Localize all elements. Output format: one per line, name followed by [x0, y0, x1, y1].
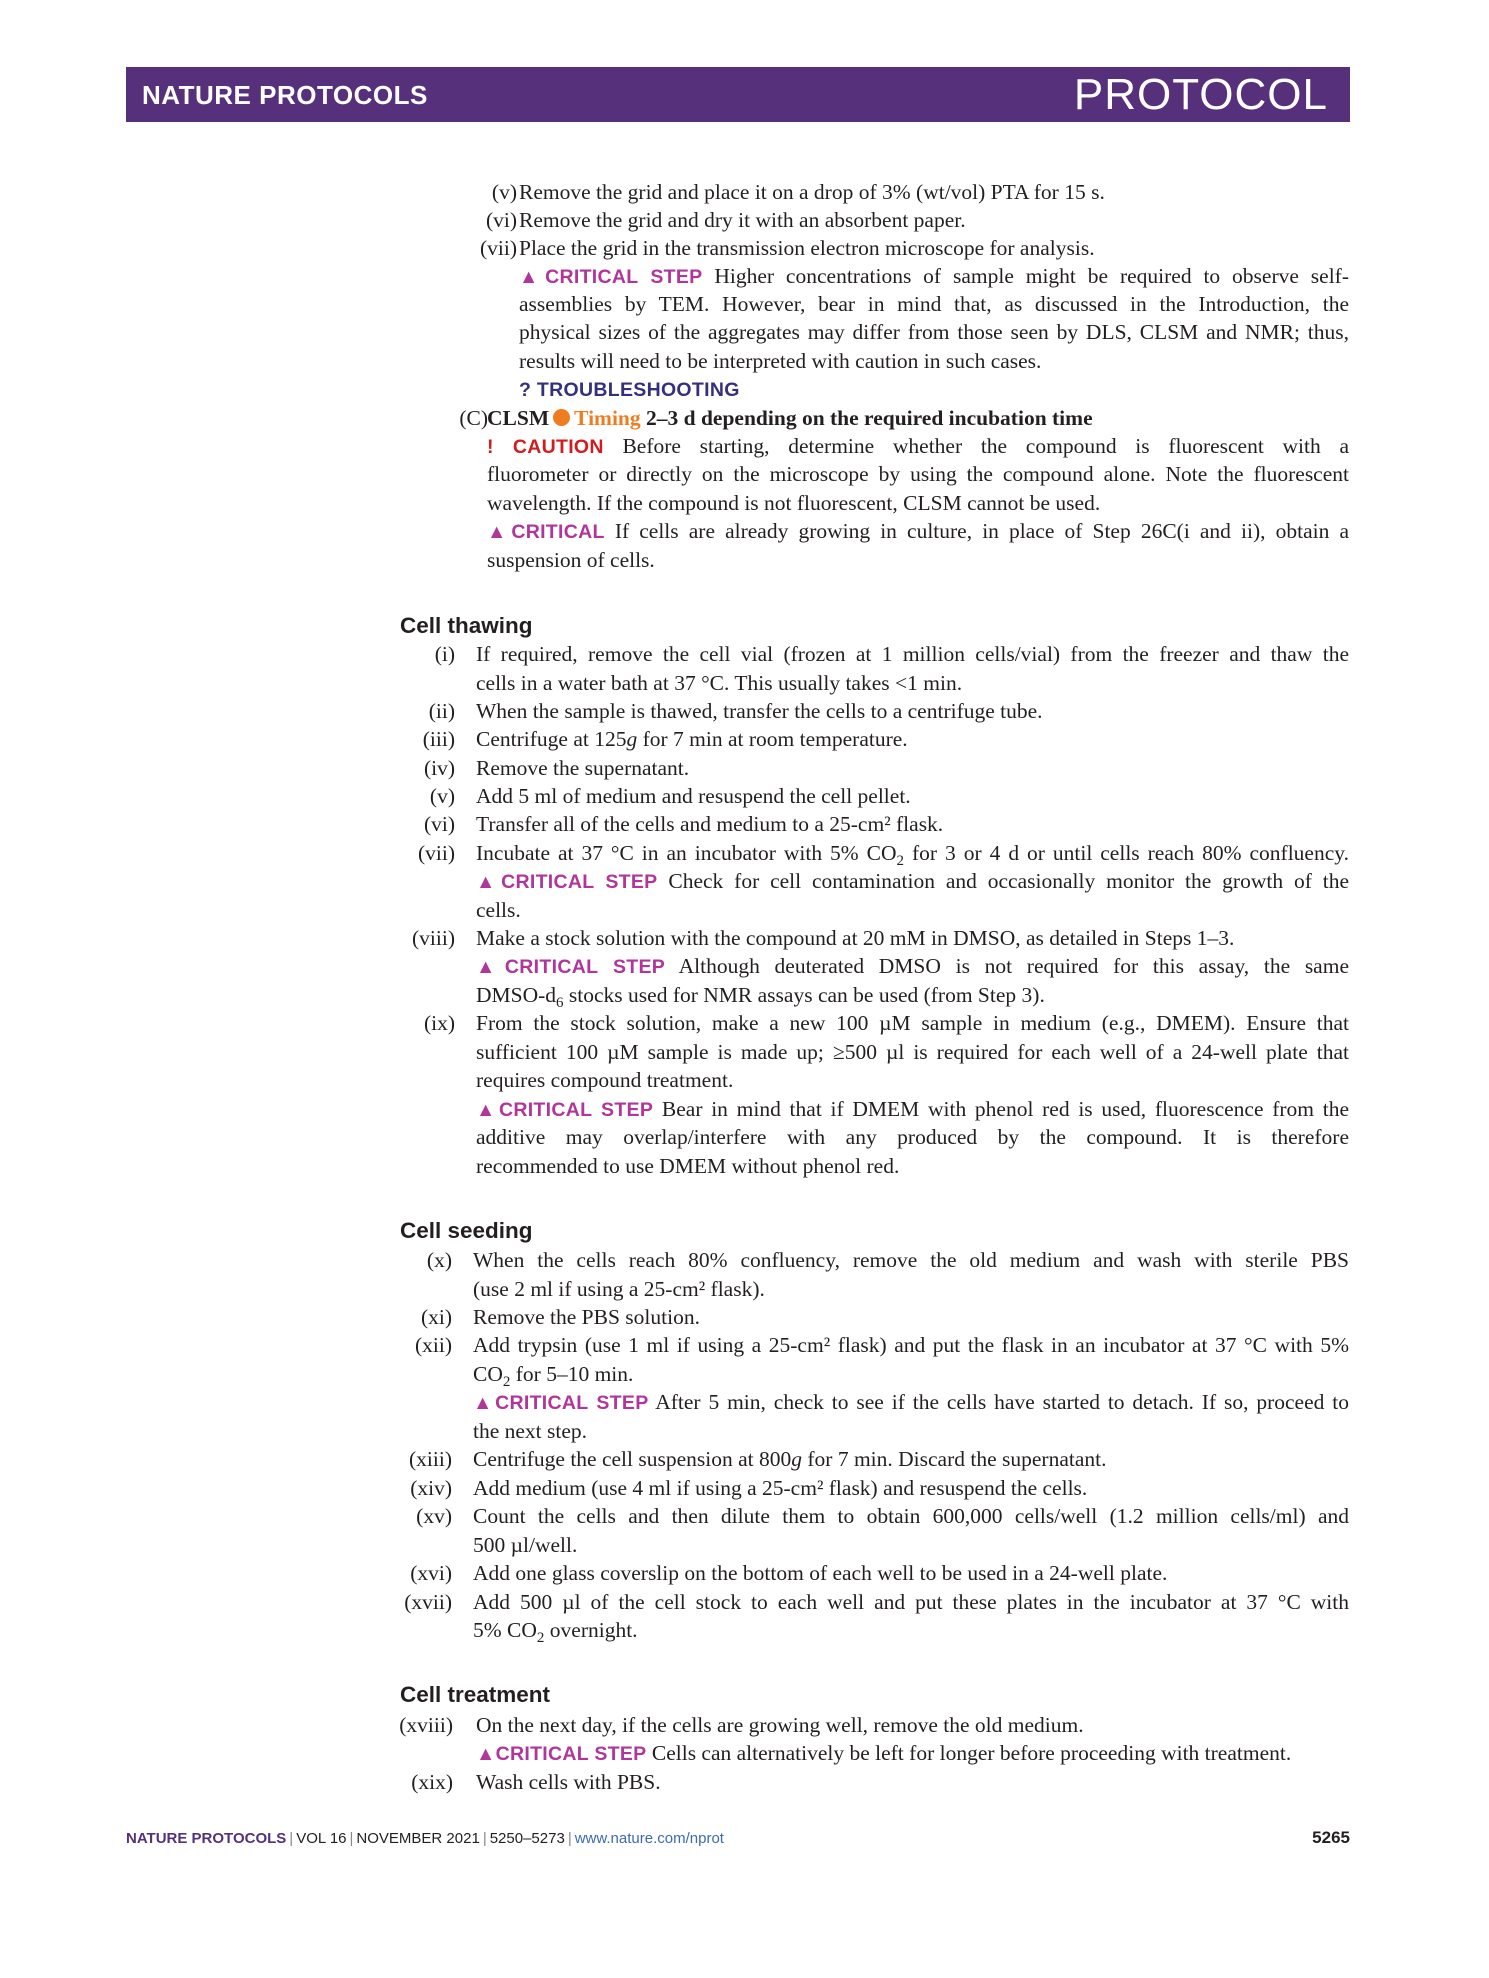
step-text: Count the cells and then dilute them to obtain 600,000 cells/well (1.2 million cells/ml) and	[473, 1504, 1349, 1528]
step-text: If required, remove the cell vial (frozen at 1 million cells/vial) from the freezer and thaw the	[476, 642, 1349, 666]
critical-step-text: the next step.	[473, 1419, 588, 1443]
critical-step-label: ▲CRITICAL STEP	[476, 871, 658, 893]
step-text: $CO_2$ for 5–10 min.	[473, 1362, 634, 1390]
footer-pages: 5250–5273	[489, 1830, 565, 1847]
critical-step-label: ▲CRITICAL STEP	[476, 1099, 654, 1121]
critical-text: suspension of cells.	[487, 548, 655, 572]
step-text: On the next day, if the cells are growing well, remove the old medium.	[476, 1713, 1084, 1737]
step-number: (xi)	[420, 1305, 452, 1329]
critical-step-note: ▲CRITICAL STEP Although deuterated DMSO is not required for this assay, the same	[476, 954, 1349, 978]
step-text: Add medium (use 4 ml if using a 25-cm² flask) and resuspend the cells.	[473, 1476, 1088, 1500]
step-number: (C)	[459, 406, 488, 430]
critical-step-label: ▲CRITICAL STEP	[519, 266, 703, 288]
step-text: Add 5 ml of medium and resuspend the cell pellet.	[476, 784, 911, 808]
step-text: Transfer all of the cells and medium to a 25-cm² flask.	[476, 812, 944, 836]
section-heading: Cell treatment	[400, 1682, 551, 1707]
step-text: Remove the supernatant.	[476, 756, 690, 780]
section-heading: Cell seeding	[400, 1218, 533, 1243]
step-text: Add 500 µl of the cell stock to each well and put these plates in the incubator at 37 °C with	[473, 1590, 1349, 1614]
step-text: Make a stock solution with the compound at 20 mM in DMSO, as detailed in Steps 1–3.	[476, 926, 1235, 950]
caution-text: fluorometer or directly on the microscope by using the compound alone. Note the fluorescent	[487, 462, 1349, 486]
step-number: (xiii)	[409, 1447, 452, 1471]
step-text: requires compound treatment.	[476, 1068, 734, 1092]
footer-volume: VOL 16	[296, 1830, 347, 1847]
step-number: (vi)	[423, 812, 455, 836]
step-text: Place the grid in the transmission electron microscope for analysis.	[519, 236, 1095, 260]
critical-step-note: ▲CRITICAL STEP Check for cell contamination and occasionally monitor the growth of the	[476, 869, 1350, 893]
critical-step-text: DMSO-$d_6$ stocks used for NMR assays can be used (from Step 3).	[476, 983, 1045, 1011]
critical-step-text: cells.	[476, 898, 521, 922]
critical-step-note: ▲CRITICAL STEP Higher concentrations of sample might be required to observe self-	[519, 264, 1349, 288]
section-heading: Cell thawing	[400, 613, 533, 638]
step-number: (ii)	[428, 699, 455, 723]
step-number: (xii)	[414, 1333, 452, 1357]
critical-step-label: ▲CRITICAL STEP	[476, 1743, 647, 1765]
step-number: (xix)	[411, 1770, 453, 1794]
footer-journal: NATURE PROTOCOLS	[126, 1830, 287, 1847]
step-text: When the cells reach 80% confluency, remove the old medium and wash with sterile PBS	[473, 1248, 1349, 1272]
timing-text: 2–3 d depending on the required incubation time	[646, 406, 1093, 430]
troubleshooting-label: ? TROUBLESHOOTING	[519, 379, 740, 401]
step-text: Add one glass coverslip on the bottom of each well to be used in a 24-well plate.	[473, 1561, 1168, 1585]
step-number: (vi)	[485, 208, 517, 232]
step-number: (vii)	[417, 841, 455, 865]
critical-step-text: assemblies by TEM. However, bear in mind that, as discussed in the Introduction, the	[519, 292, 1349, 316]
critical-step-note: ▲CRITICAL STEP Bear in mind that if DMEM with phenol red is used, fluorescence from the	[476, 1097, 1349, 1121]
timing-dot-icon	[553, 409, 570, 426]
critical-step-text: results will need to be interpreted with caution in such cases.	[519, 349, 1042, 373]
step-text: Wash cells with PBS.	[476, 1770, 661, 1794]
step-text: 5% $CO_2$ overnight.	[473, 1618, 638, 1646]
step-number: (iii)	[422, 727, 455, 751]
step-number: (xiv)	[410, 1476, 452, 1500]
article-type: PROTOCOL	[1073, 70, 1328, 119]
timing-label: Timing	[574, 406, 641, 430]
step-number: (xvii)	[404, 1590, 452, 1614]
step-text: cells in a water bath at 37 °C. This usually takes <1 min.	[476, 671, 963, 695]
step-number: (ix)	[423, 1011, 455, 1035]
step-number: (viii)	[412, 926, 455, 950]
step-text: When the sample is thawed, transfer the cells to a centrifuge tube.	[476, 699, 1043, 723]
step-text: From the stock solution, make a new 100 µM sample in medium (e.g., DMEM). Ensure that	[476, 1011, 1349, 1035]
critical-step-text: recommended to use DMEM without phenol red.	[476, 1154, 900, 1178]
footer-date: NOVEMBER 2021	[356, 1830, 480, 1847]
critical-step-label: ▲CRITICAL STEP	[476, 956, 666, 978]
step-number: (x)	[426, 1248, 452, 1272]
step-text: sufficient 100 µM sample is made up; ≥500 µl is required for each well of a 24-well plate that	[476, 1040, 1349, 1064]
critical-step-label: ▲CRITICAL STEP	[473, 1392, 649, 1414]
critical-label: ▲CRITICAL	[487, 521, 605, 543]
step-number: (vii)	[479, 236, 517, 260]
step-number: (xvi)	[410, 1561, 452, 1585]
page-footer: NATURE PROTOCOLS | VOL 16 | NOVEMBER 2021 | 5250–5273 | www.nature.com/nprot	[126, 1830, 724, 1847]
clsm-title: CLSM Timing 2–3 d depending on the required incubation time	[487, 406, 1093, 430]
step-text: Remove the PBS solution.	[473, 1305, 700, 1329]
step-text: 500 µl/well.	[473, 1533, 578, 1557]
step-number: (xviii)	[399, 1713, 453, 1737]
step-text: Add trypsin (use 1 ml if using a 25-cm² flask) and put the flask in an incubator at 37 °C with 5%	[473, 1333, 1349, 1357]
page-number: 5265	[1312, 1828, 1350, 1847]
running-header	[126, 67, 1350, 122]
step-text: Centrifuge the cell suspension at 800g for 7 min. Discard the supernatant.	[473, 1447, 1107, 1471]
step-text: (use 2 ml if using a 25-cm² flask).	[473, 1277, 765, 1301]
critical-step-note: ▲CRITICAL STEP Cells can alternatively be left for longer before proceeding with treatment.	[476, 1741, 1292, 1765]
critical-step-text: additive may overlap/interfere with any produced by the compound. It is therefore	[476, 1125, 1349, 1149]
caution-text: wavelength. If the compound is not fluorescent, CLSM cannot be used.	[487, 491, 1101, 515]
footer-url-link[interactable]: www.nature.com/nprot	[574, 1830, 724, 1847]
step-text: Centrifuge at 125g for 7 min at room temperature.	[476, 727, 908, 751]
journal-name: NATURE PROTOCOLS	[142, 80, 428, 110]
critical-note: ▲CRITICAL If cells are already growing in culture, in place of Step 26C(i and ii), obtain a	[487, 519, 1349, 543]
step-number: (v)	[491, 180, 517, 204]
critical-step-note: ▲CRITICAL STEP After 5 min, check to see if the cells have started to detach. If so, proceed to	[473, 1390, 1349, 1414]
step-text: Remove the grid and place it on a drop of 3% (wt/vol) PTA for 15 s.	[519, 180, 1105, 204]
caution-label: ! CAUTION	[487, 436, 604, 458]
step-number: (xv)	[416, 1504, 452, 1528]
step-number: (iv)	[423, 756, 455, 780]
step-text: Remove the grid and dry it with an absorbent paper.	[519, 208, 966, 232]
caution-note: ! CAUTION Before starting, determine whether the compound is fluorescent with a	[487, 434, 1349, 458]
step-number: (v)	[429, 784, 455, 808]
step-text: Incubate at 37 °C in an incubator with 5% $CO_2$ for 3 or 4 d or until cells reach 80% confluency.	[476, 841, 1349, 869]
critical-step-text: physical sizes of the aggregates may differ from those seen by DLS, CLSM and NMR; thus,	[519, 320, 1349, 344]
step-number: (i)	[434, 642, 455, 666]
